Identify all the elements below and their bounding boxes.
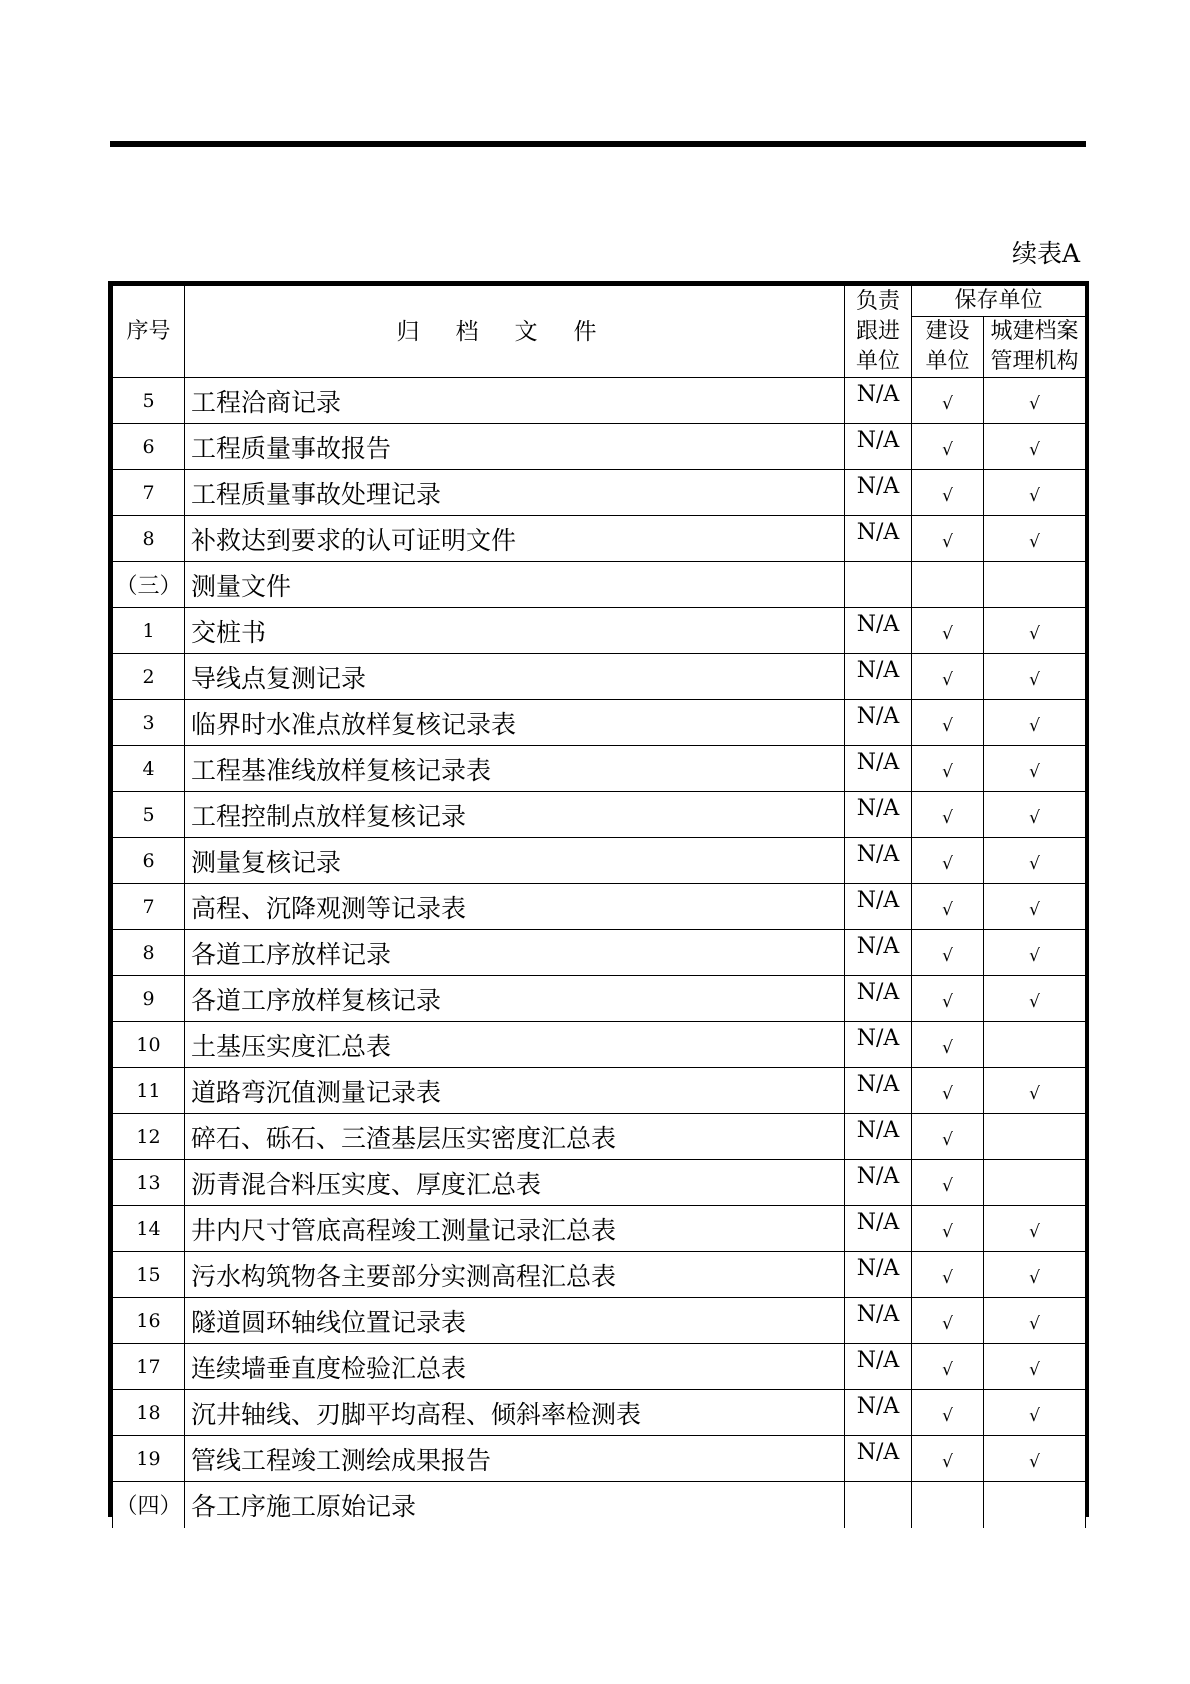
row-responsible: N/A [845,424,912,470]
table-row [113,516,1086,562]
row-document: 沥青混合料压实度、厚度汇总表 [185,1160,845,1206]
row-seq: 3 [113,700,185,746]
table-row [113,700,1086,746]
row-archive-mark: √ [984,1068,1086,1114]
row-archive-mark: √ [984,608,1086,654]
row-seq: 9 [113,976,185,1022]
row-document: 工程质量事故报告 [185,424,845,470]
row-responsible [845,562,912,608]
row-document: 补救达到要求的认可证明文件 [185,516,845,562]
row-responsible: N/A [845,1390,912,1436]
table-caption: 续表A [1011,239,1080,268]
row-archive-mark [984,1160,1086,1206]
row-archive-mark: √ [984,1206,1086,1252]
row-responsible: N/A [845,884,912,930]
row-build-mark: √ [912,1252,984,1298]
row-seq: （四） [113,1482,185,1528]
row-build-mark: √ [912,470,984,516]
row-archive-mark: √ [984,884,1086,930]
row-archive-mark: √ [984,930,1086,976]
row-seq: 7 [113,470,185,516]
row-build-mark: √ [912,1160,984,1206]
row-document: 土基压实度汇总表 [185,1022,845,1068]
row-seq: 12 [113,1114,185,1160]
table-row [113,470,1086,516]
row-seq: 16 [113,1298,185,1344]
row-seq: 17 [113,1344,185,1390]
row-responsible: N/A [845,516,912,562]
table-row [113,1114,1086,1160]
table-row [113,654,1086,700]
row-responsible: N/A [845,608,912,654]
row-document: 临界时水准点放样复核记录表 [185,700,845,746]
row-build-mark: √ [912,1298,984,1344]
row-responsible: N/A [845,1252,912,1298]
table-row [113,608,1086,654]
row-responsible: N/A [845,378,912,424]
row-responsible: N/A [845,746,912,792]
row-archive-mark: √ [984,1344,1086,1390]
row-archive-mark: √ [984,1252,1086,1298]
row-seq: 6 [113,838,185,884]
row-document: 工程控制点放样复核记录 [185,792,845,838]
row-responsible: N/A [845,1298,912,1344]
row-responsible: N/A [845,1022,912,1068]
row-archive-mark: √ [984,838,1086,884]
row-archive-mark: √ [984,976,1086,1022]
row-document: 工程洽商记录 [185,378,845,424]
table-row [113,1206,1086,1252]
row-document: 工程基准线放样复核记录表 [185,746,845,792]
row-document: 井内尺寸管底高程竣工测量记录汇总表 [185,1206,845,1252]
row-seq: 6 [113,424,185,470]
header-responsible-line: 单位 [855,348,900,374]
row-seq: 5 [113,378,185,424]
row-seq: 14 [113,1206,185,1252]
top-rule [110,141,1086,147]
header-build-line: 单位 [925,349,970,374]
header-custody-group: 保存单位 [912,286,1086,317]
row-seq: 4 [113,746,185,792]
row-responsible: N/A [845,1068,912,1114]
row-document: 测量复核记录 [185,838,845,884]
table-row [113,1390,1086,1436]
row-responsible: N/A [845,1160,912,1206]
row-responsible: N/A [845,930,912,976]
table-row [113,930,1086,976]
row-seq: 1 [113,608,185,654]
header-responsible [845,286,912,378]
header-responsible-line: 负责 [855,288,900,314]
table-row [113,1344,1086,1390]
row-archive-mark [984,1114,1086,1160]
row-responsible: N/A [845,1114,912,1160]
row-archive-mark: √ [984,1436,1086,1482]
row-build-mark [912,562,984,608]
row-responsible: N/A [845,700,912,746]
table-row [113,1160,1086,1206]
row-seq: 8 [113,930,185,976]
row-build-mark: √ [912,700,984,746]
row-seq: 7 [113,884,185,930]
row-seq: 10 [113,1022,185,1068]
row-seq: 18 [113,1390,185,1436]
table-row [113,884,1086,930]
table-row [113,1436,1086,1482]
row-document: 高程、沉降观测等记录表 [185,884,845,930]
table-row [113,1252,1086,1298]
row-build-mark: √ [912,792,984,838]
row-archive-mark: √ [984,700,1086,746]
row-responsible: N/A [845,654,912,700]
row-responsible: N/A [845,1436,912,1482]
row-build-mark: √ [912,930,984,976]
table-row [113,792,1086,838]
row-document: 碎石、砾石、三渣基层压实密度汇总表 [185,1114,845,1160]
row-build-mark: √ [912,1022,984,1068]
table-row [113,746,1086,792]
header-seq: 序号 [113,286,185,378]
header-custody-archive [984,317,1086,378]
row-archive-mark: √ [984,378,1086,424]
table-body [113,378,1086,1528]
row-archive-mark: √ [984,424,1086,470]
row-build-mark: √ [912,746,984,792]
header-responsible-line: 跟进 [855,318,900,344]
row-archive-mark: √ [984,516,1086,562]
row-seq: （三） [113,562,185,608]
row-document: 各道工序放样记录 [185,930,845,976]
row-seq: 15 [113,1252,185,1298]
table-row [113,1298,1086,1344]
row-build-mark: √ [912,838,984,884]
archive-table [112,285,1086,1528]
header-build-line: 建设 [925,319,970,344]
row-build-mark: √ [912,1436,984,1482]
row-build-mark: √ [912,976,984,1022]
row-seq: 5 [113,792,185,838]
row-seq: 8 [113,516,185,562]
row-document: 隧道圆环轴线位置记录表 [185,1298,845,1344]
row-document: 污水构筑物各主要部分实测高程汇总表 [185,1252,845,1298]
row-build-mark: √ [912,608,984,654]
row-build-mark: √ [912,654,984,700]
header-custody-build [912,317,984,378]
section-row [113,1482,1086,1528]
row-build-mark: √ [912,1390,984,1436]
header-archive-line: 管理机构 [990,349,1079,374]
row-responsible: N/A [845,1206,912,1252]
table-row [113,838,1086,884]
row-document: 管线工程竣工测绘成果报告 [185,1436,845,1482]
row-seq: 19 [113,1436,185,1482]
row-archive-mark: √ [984,792,1086,838]
row-build-mark: √ [912,1068,984,1114]
row-responsible: N/A [845,470,912,516]
row-responsible [845,1482,912,1528]
section-row [113,562,1086,608]
row-document: 各工序施工原始记录 [185,1482,845,1528]
header-document: 归档文件 [185,286,845,378]
row-document: 道路弯沉值测量记录表 [185,1068,845,1114]
table-row [113,1068,1086,1114]
table-row [113,424,1086,470]
row-archive-mark: √ [984,1390,1086,1436]
row-responsible: N/A [845,792,912,838]
row-seq: 13 [113,1160,185,1206]
row-archive-mark: √ [984,654,1086,700]
row-build-mark: √ [912,516,984,562]
row-archive-mark: √ [984,1298,1086,1344]
row-archive-mark: √ [984,746,1086,792]
row-seq: 11 [113,1068,185,1114]
row-document: 连续墙垂直度检验汇总表 [185,1344,845,1390]
row-responsible: N/A [845,1344,912,1390]
row-document: 各道工序放样复核记录 [185,976,845,1022]
row-build-mark: √ [912,378,984,424]
row-archive-mark [984,1022,1086,1068]
row-build-mark: √ [912,1114,984,1160]
table-row [113,378,1086,424]
archive-table-frame [108,281,1089,1521]
row-seq: 2 [113,654,185,700]
row-build-mark: √ [912,1206,984,1252]
row-build-mark: √ [912,424,984,470]
row-document: 测量文件 [185,562,845,608]
row-archive-mark: √ [984,470,1086,516]
row-build-mark: √ [912,884,984,930]
row-document: 沉井轴线、刃脚平均高程、倾斜率检测表 [185,1390,845,1436]
row-document: 导线点复测记录 [185,654,845,700]
table-row [113,976,1086,1022]
row-archive-mark [984,1482,1086,1528]
row-document: 工程质量事故处理记录 [185,470,845,516]
row-build-mark: √ [912,1344,984,1390]
row-document: 交桩书 [185,608,845,654]
row-build-mark [912,1482,984,1528]
row-responsible: N/A [845,976,912,1022]
table-row [113,1022,1086,1068]
row-archive-mark [984,562,1086,608]
row-responsible: N/A [845,838,912,884]
header-archive-line: 城建档案 [990,319,1079,344]
